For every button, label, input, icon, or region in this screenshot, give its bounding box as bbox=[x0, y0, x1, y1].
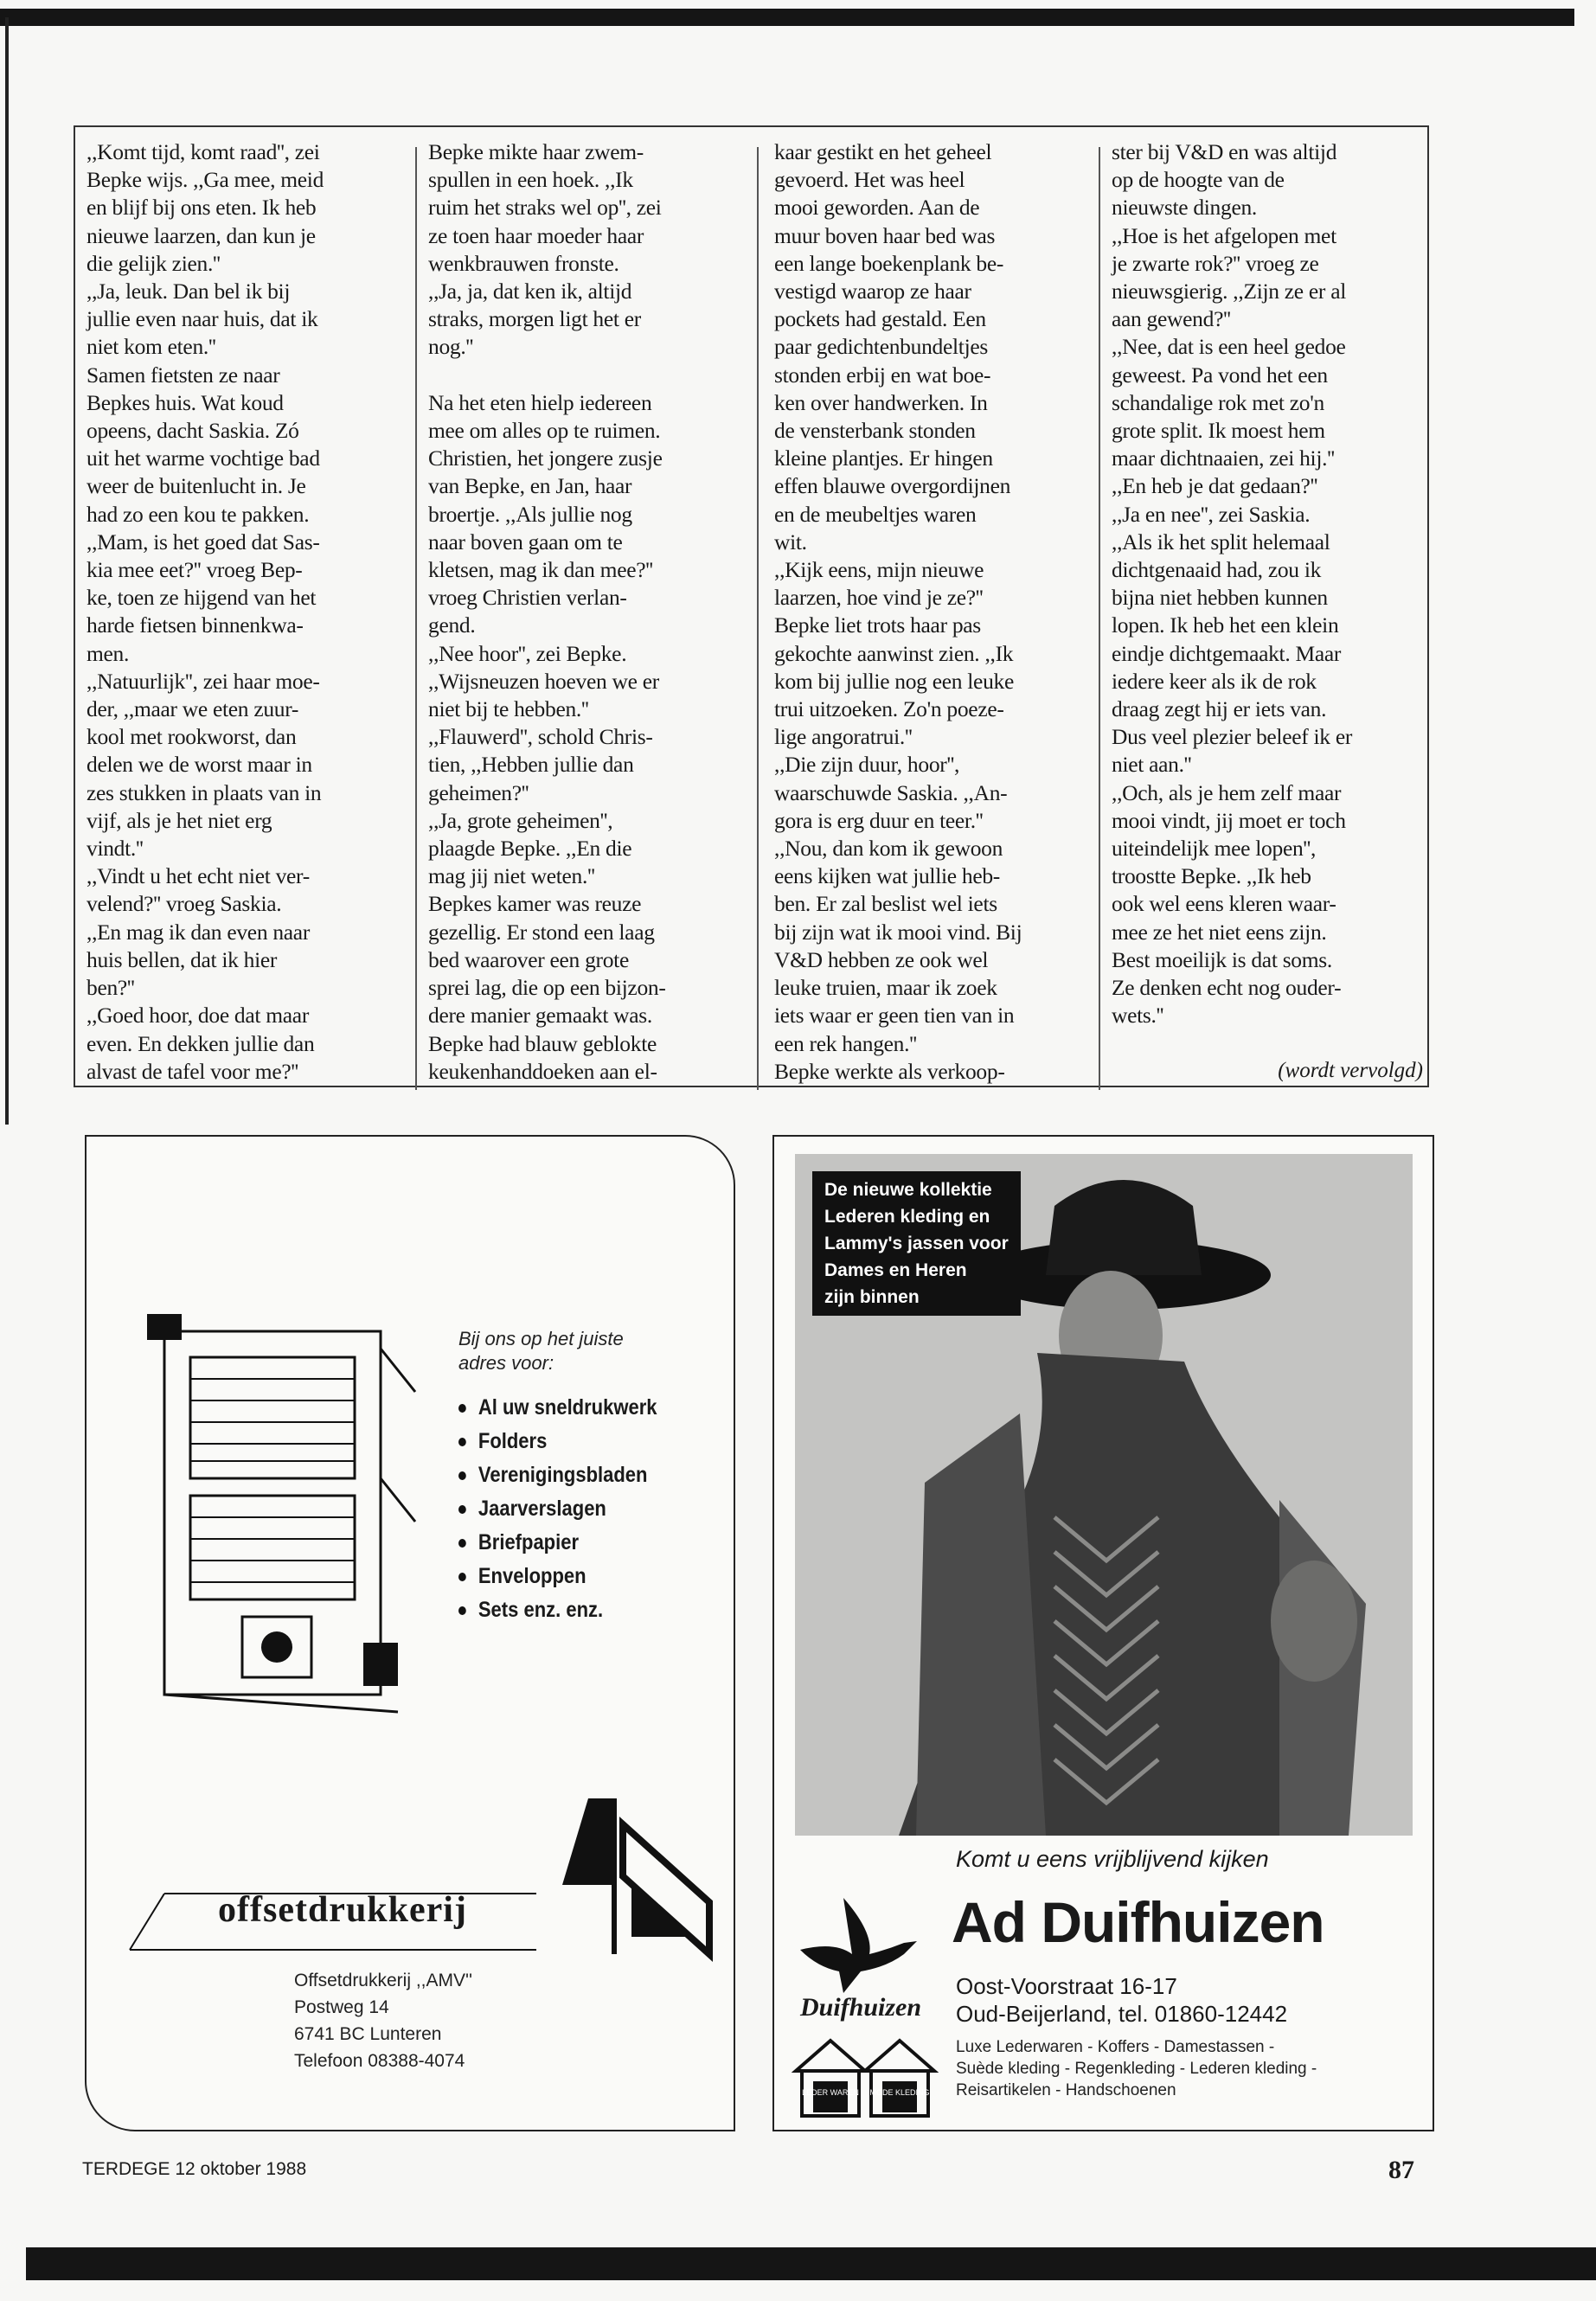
brand-products: Luxe Lederwaren - Koffers - Damestassen - Suède kleding - Regenkleding - Lederen kleding - Reisartikelen - Handschoenen bbox=[956, 2038, 1317, 2099]
duifhuizen-script-logo: Duifhuizen bbox=[800, 1993, 922, 2022]
bullet-icon bbox=[458, 1404, 466, 1413]
bullet-icon bbox=[458, 1573, 466, 1581]
brand-address: Oost-Voorstraat 16-17 Oud-Beijerland, tel. 01860-12442 bbox=[956, 1973, 1288, 2027]
services-items bbox=[458, 1391, 684, 1627]
fashion-photo bbox=[795, 1154, 1413, 1836]
bullet-icon bbox=[458, 1471, 466, 1480]
services-list bbox=[458, 1327, 684, 1627]
printer-advertisement bbox=[85, 1135, 735, 2131]
houses-icon bbox=[792, 2036, 939, 2118]
bullet-icon bbox=[458, 1539, 466, 1548]
column-divider bbox=[757, 147, 759, 1090]
brand-name: Ad Duifhuizen bbox=[952, 1890, 1324, 1954]
story-column-2: Bepke mikte haar zwem- spullen in een hoek. ,,Ik ruim het straks wel op'', zei ze toen haar moeder haar wenkbrauwen fronste. ,,Ja, ja, dat ken ik, altijd straks, morgen ligt het er nog.'' Na het eten hielp iedereen mee om alles op te ruimen. Christien, het jongere zusje van Bepke, en Jan, haar broertje. ,,Als jullie nog naar boven gaan om te kletsen, mag ik dan mee?'' vroeg Christien verlan- gend. ,,Nee hoor'', zei Bepke. ,,Wijsneuzen hoeven we er niet bij te hebben.'' ,,Flauwerd'', schold Chris- tien, ,,Hebben jullie dan geheimen?'' ,,Ja, grote geheimen'', plaagde Bepke. ,,En die mag jij niet weten.'' Bepkes kamer was reuze gezellig. Er stond een laag bed waarover een grote sprei lag, die op een bijzon- dere manier gemaakt was. Bepke had blauw geblokte keukenhanddoeken aan el- bbox=[428, 139, 666, 1084]
service-item: Briefpapier bbox=[458, 1526, 657, 1560]
column-divider bbox=[415, 147, 417, 1090]
bullet-icon bbox=[458, 1606, 466, 1615]
house-label: MODE KLEDING bbox=[869, 2088, 930, 2097]
continued-note: (wordt vervolgd) bbox=[1278, 1059, 1423, 1082]
service-item: Verenigingsbladen bbox=[458, 1458, 657, 1492]
page-number: 87 bbox=[1388, 2156, 1414, 2184]
dove-icon bbox=[792, 1889, 921, 2002]
service-item: Sets enz. enz. bbox=[458, 1593, 657, 1627]
service-item: Enveloppen bbox=[458, 1560, 657, 1593]
bottom-border-bar bbox=[26, 2247, 1596, 2280]
bullet-icon bbox=[458, 1438, 466, 1446]
printer-logo-text: offsetdrukkerij bbox=[218, 1890, 467, 1930]
service-item: Folders bbox=[458, 1425, 657, 1458]
service-item: Al uw sneldrukwerk bbox=[458, 1391, 657, 1425]
duifhuizen-advertisement bbox=[772, 1135, 1434, 2131]
top-border-bar bbox=[0, 9, 1574, 26]
column-divider bbox=[1099, 147, 1100, 1090]
printer-address: Offsetdrukkerij ,,AMV'' Postweg 14 6741 BC Lunteren Telefoon 08388-4074 bbox=[294, 1971, 473, 2071]
story-column-1: ,,Komt tijd, komt raad'', zei Bepke wijs. ,,Ga mee, meid en blijf bij ons eten. Ik heb nieuwe laarzen, dan kun je die gelijk zien.'' ,,Ja, leuk. Dan bel ik bij jullie even naar huis, dat ik niet kom eten.'' Samen fietsten ze naar Bepkes huis. Wat koud opeens, dacht Saskia. Zó uit het warme vochtige bad weer de buitenlucht in. Je had zo een kou te pakken. ,,Mam, is het goed dat Sas- kia mee eet?'' vroeg Bep- ke, toen ze hijgend van het harde fietsen binnenkwa- men. ,,Natuurlijk'', zei haar moe- der, ,,maar we eten zuur- kool met rookworst, dan delen we de worst maar in zes stukken in plaats van in vijf, als je het niet erg vindt.'' ,,Vindt u het echt niet ver- velend?'' vroeg Saskia. ,,En mag ik dan even naar huis bellen, dat ik hier ben?'' ,,Goed hoor, doe dat maar even. En dekken jullie dan alvast de tafel voor me?'' bbox=[87, 139, 324, 1084]
left-border-rule bbox=[5, 17, 9, 1125]
publication-footer: TERDEGE 12 oktober 1988 bbox=[82, 2159, 307, 2179]
house-label: LEDER WAREN bbox=[802, 2088, 859, 2097]
service-item: Jaarverslagen bbox=[458, 1492, 657, 1526]
tagline: Komt u eens vrijblijvend kijken bbox=[956, 1846, 1269, 1872]
services-intro: Bij ons op het juiste adres voor: bbox=[458, 1328, 624, 1374]
story-column-3: kaar gestikt en het geheel gevoerd. Het was heel mooi geworden. Aan de muur boven haar bed was een lange boekenplank be- vestigd waarop ze haar pockets had gestald. Een paar gedichtenbundeltjes stonden erbij en wat boe- ken over handwerken. In de vensterbank stonden kleine plantjes. Er hingen effen blauwe overgordijnen en de meubeltjes waren wit. ,,Kijk eens, mijn nieuwe laarzen, hoe vind je ze?'' Bepke liet trots haar pas gekochte aanwinst zien. ,,Ik kom bij jullie nog een leuke trui uitzoeken. Zo'n poeze- lige angoratrui.'' ,,Die zijn duur, hoor'', waarschuwde Saskia. ,,An- gora is erg duur en teer.'' ,,Nou, dan kom ik gewoon eens kijken wat jullie heb- ben. Er zal beslist wel iets bij zijn wat ik mooi vind. Bij V&D hebben ze ook wel leuke truien, maar ik zoek iets waar er geen tien van in een rek hangen.'' Bepke werkte als verkoop- bbox=[774, 139, 1022, 1084]
bullet-icon bbox=[458, 1505, 466, 1514]
printing-press-illustration bbox=[138, 1297, 424, 1747]
collection-badge: De nieuwe kollektie Lederen kleding en Lammy's jassen voor Dames en Heren zijn binnen bbox=[812, 1171, 1021, 1316]
story-column-4: ster bij V&D en was altijd op de hoogte van de nieuwste dingen. ,,Hoe is het afgelopen met je zwarte rok?'' vroeg ze nieuwsgierig. ,,Zijn ze er al aan gewend?'' ,,Nee, dat is een heel gedoe geweest. Pa vond het een schandalige rok met zo'n grote split. Ik moest hem maar dichtnaaien, zei hij.'' ,,En heb je dat gedaan?'' ,,Ja en nee'', zei Saskia. ,,Als ik het split helemaal dichtgenaaid had, zou ik bijna niet hebben kunnen lopen. Ik heb het een klein eindje dichtgemaakt. Maar iedere keer als ik de rok draag zegt hij er iets van. Dus veel plezier beleef ik er niet aan.'' ,,Och, als je hem zelf maar mooi vindt, jij moet er toch uiteindelijk mee lopen'', troostte Bepke. ,,Ik heb ook wel eens kleren waar- mee ze het niet eens zijn. Best moeilijk is dat soms. Ze denken echt nog ouder- wets.'' bbox=[1112, 139, 1353, 1029]
story-columns bbox=[87, 138, 1423, 1090]
